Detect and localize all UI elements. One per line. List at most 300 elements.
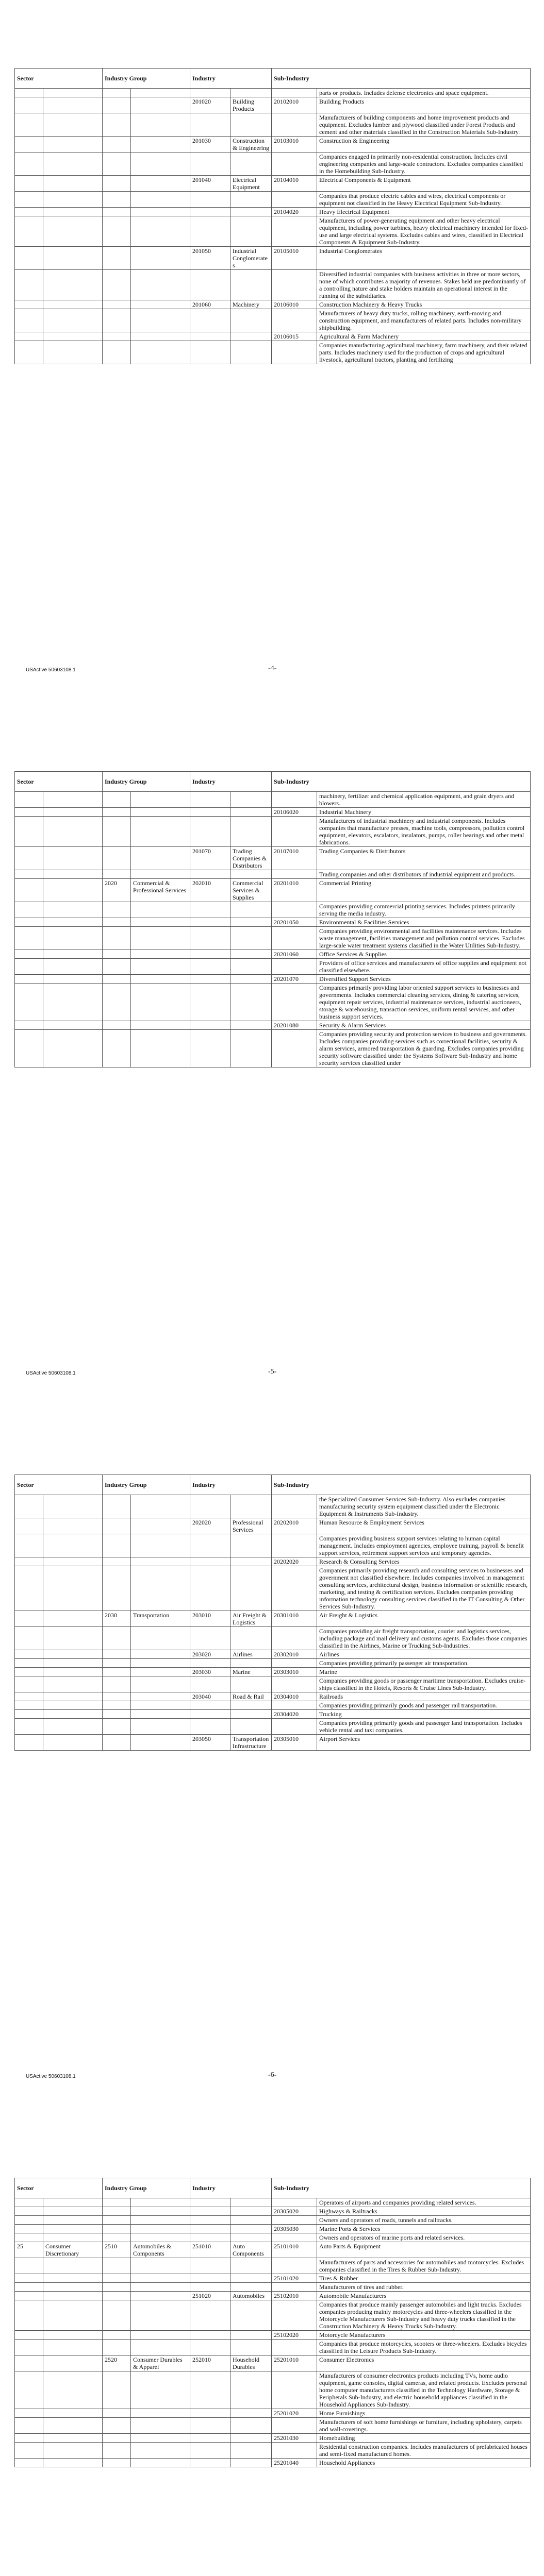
table-cell	[190, 902, 230, 918]
table-cell	[230, 2283, 272, 2292]
table-cell	[103, 2409, 131, 2418]
table-cell: Companies providing air freight transportation, courier and logistics services, including package and mail delivery and customs agents. Excludes those companies classified in the Airlines, Marine or Trucking Sub-Industries.	[317, 1627, 531, 1650]
table-cell: Trading Companies & Distributors	[317, 847, 531, 870]
table-cell	[43, 1566, 103, 1611]
table-row	[15, 2274, 531, 2283]
table-row	[15, 1659, 531, 1668]
table-cell	[131, 902, 190, 918]
table-cell	[103, 1735, 131, 1751]
table-cell	[131, 2258, 190, 2274]
table-cell	[15, 2274, 43, 2283]
table-cell	[43, 137, 103, 152]
table-cell	[131, 1495, 190, 1518]
table-row	[15, 792, 531, 808]
table-row	[15, 2207, 531, 2216]
table-cell	[190, 1676, 230, 1692]
table-cell: 201040	[190, 176, 230, 192]
table-cell: 251020	[190, 2292, 230, 2300]
table-cell	[103, 1701, 131, 1710]
table-cell	[131, 1021, 190, 1030]
table-cell	[131, 2274, 190, 2283]
table-cell	[15, 208, 43, 216]
table-row	[15, 2198, 531, 2207]
table-cell	[190, 152, 230, 176]
table-row	[15, 2283, 531, 2292]
table-cell	[230, 2198, 272, 2207]
table-cell	[230, 2371, 272, 2409]
table-cell	[15, 2331, 43, 2340]
table-cell	[103, 341, 131, 364]
table-row	[15, 137, 531, 152]
table-cell	[190, 817, 230, 847]
table-cell	[15, 2355, 43, 2371]
table-cell	[190, 792, 230, 808]
table-cell	[15, 247, 43, 270]
table-cell	[43, 2233, 103, 2242]
table-row	[15, 2216, 531, 2225]
table-cell	[190, 216, 230, 247]
table-cell	[103, 1710, 131, 1719]
table-cell: Environmental & Facilities Services	[317, 918, 531, 927]
table-cell	[103, 984, 131, 1021]
table-cell	[190, 192, 230, 208]
table-cell	[43, 1676, 103, 1692]
table-cell	[15, 1676, 43, 1692]
table-row	[15, 950, 531, 959]
table-cell: Owners and operators of marine ports and related services.	[317, 2233, 531, 2242]
table-row	[15, 808, 531, 817]
table-cell	[15, 2459, 43, 2467]
table-row	[15, 2242, 531, 2258]
table-cell: 25101020	[272, 2274, 317, 2283]
table-cell	[103, 975, 131, 984]
table-cell	[103, 176, 131, 192]
table-cell	[190, 332, 230, 341]
table-cell: Construction & Engineering	[317, 137, 531, 152]
table-cell	[272, 341, 317, 364]
table-cell	[43, 2340, 103, 2355]
table-cell: Trucking	[317, 1710, 531, 1719]
table-cell	[15, 113, 43, 137]
table-cell	[15, 1611, 43, 1627]
table-cell	[43, 1701, 103, 1710]
table-cell	[131, 2418, 190, 2434]
table-cell	[43, 847, 103, 870]
table-cell: 20106020	[272, 808, 317, 817]
table-cell	[43, 1495, 103, 1518]
table-cell	[272, 984, 317, 1021]
table-cell	[230, 984, 272, 1021]
table-row	[15, 1650, 531, 1659]
table-cell	[230, 2434, 272, 2443]
table-cell: Manufacturers of tires and rubber.	[317, 2283, 531, 2292]
table-cell	[131, 1719, 190, 1735]
column-header: Sub-Industry	[272, 1475, 531, 1495]
table-cell	[131, 1566, 190, 1611]
column-header: Sector	[15, 69, 103, 89]
table-row	[15, 2233, 531, 2242]
table-cell	[103, 2283, 131, 2292]
table-cell	[131, 1710, 190, 1719]
table-cell	[272, 2283, 317, 2292]
table-row	[15, 2459, 531, 2467]
table-cell	[230, 975, 272, 984]
table-cell	[272, 1566, 317, 1611]
table-cell	[190, 1534, 230, 1557]
table-cell	[272, 113, 317, 137]
table-cell	[131, 1534, 190, 1557]
table-cell	[15, 2258, 43, 2274]
column-header: Industry Group	[103, 69, 190, 89]
table-cell	[43, 2459, 103, 2467]
table-cell	[15, 879, 43, 902]
table-cell	[43, 89, 103, 97]
table-cell	[190, 2443, 230, 2459]
table-cell: Airlines	[230, 1650, 272, 1659]
table-cell: Home Furnishings	[317, 2409, 531, 2418]
table-cell: 251010	[190, 2242, 230, 2258]
table-cell	[103, 1030, 131, 1067]
table-cell	[190, 950, 230, 959]
table-cell: Electrical Components & Equipment	[317, 176, 531, 192]
table-cell	[43, 902, 103, 918]
column-header: Sector	[15, 1475, 103, 1495]
table-cell	[230, 918, 272, 927]
table-cell	[131, 309, 190, 332]
table-cell	[15, 984, 43, 1021]
table-cell: Marine	[230, 1668, 272, 1676]
table-cell	[103, 152, 131, 176]
column-header: Industry	[190, 2178, 272, 2198]
table-cell	[15, 2207, 43, 2216]
table-cell	[15, 1495, 43, 1518]
table-cell	[230, 1566, 272, 1611]
table-row	[15, 1668, 531, 1676]
table-cell	[131, 1735, 190, 1751]
table-cell	[272, 2443, 317, 2459]
table-row	[15, 2300, 531, 2331]
table-cell	[103, 208, 131, 216]
table-cell	[190, 1659, 230, 1668]
table-row	[15, 1566, 531, 1611]
table-cell	[230, 2418, 272, 2434]
table-row	[15, 918, 531, 927]
table-row	[15, 902, 531, 918]
table-cell	[272, 870, 317, 879]
table-cell	[272, 1030, 317, 1067]
table-cell	[43, 1735, 103, 1751]
table-cell: 20201060	[272, 950, 317, 959]
table-cell: Manufacturers of consumer electronics products including TVs, home audio equipment, game consoles, digital cameras, and related products. Excludes personal home computer manufacturers classified in the Technology Hardware, Storage & Peripherals Sub-Industry, and electric household appliances classified in the Household Appliances Sub-Industry.	[317, 2371, 531, 2409]
document-page	[0, 703, 544, 1406]
column-header: Industry	[190, 69, 272, 89]
table-cell	[15, 2233, 43, 2242]
table-row	[15, 927, 531, 950]
table-cell	[43, 2355, 103, 2371]
table-cell	[103, 216, 131, 247]
table-cell: 201020	[190, 97, 230, 113]
table-cell	[190, 1566, 230, 1611]
table-row	[15, 270, 531, 300]
table-cell	[190, 1557, 230, 1566]
table-cell: Companies primarily providing labor oriented support services to businesses and governments. Includes commercial cleaning services, dining & catering services, equipment repair services, industrial maintenance services, industrial auctioneers, storage & warehousing, transaction services, uniform rental services, and other business support services.	[317, 984, 531, 1021]
table-cell	[230, 2459, 272, 2467]
table-cell: Consumer Electronics	[317, 2355, 531, 2371]
table-cell	[230, 950, 272, 959]
table-row	[15, 2355, 531, 2371]
table-cell	[43, 950, 103, 959]
table-cell	[15, 918, 43, 927]
footer-label: USActive 50603108.1	[26, 667, 76, 673]
table-cell	[43, 2409, 103, 2418]
table-cell	[131, 808, 190, 817]
table-cell	[43, 1627, 103, 1650]
table-cell	[15, 1030, 43, 1067]
table-cell	[15, 1701, 43, 1710]
table-cell	[43, 341, 103, 364]
table-cell	[230, 216, 272, 247]
table-cell: 25201020	[272, 2409, 317, 2418]
table-cell: 20302010	[272, 1650, 317, 1659]
table-cell: Providers of office services and manufacturers of office supplies and equipment not classified elsewhere.	[317, 959, 531, 975]
table-cell	[43, 1611, 103, 1627]
table-cell: 201030	[190, 137, 230, 152]
table-cell	[103, 1659, 131, 1668]
table-cell: 202020	[190, 1518, 230, 1534]
table-cell	[131, 2292, 190, 2300]
table-cell	[190, 208, 230, 216]
table-cell	[15, 216, 43, 247]
table-cell	[15, 2198, 43, 2207]
table-cell	[131, 1650, 190, 1659]
table-cell	[230, 2331, 272, 2340]
table-cell	[43, 2283, 103, 2292]
table-cell: Companies primarily providing research and consulting services to businesses and government not classified elsewhere. Includes companies involved in management consulting services, architectural design, business information or scientific research, marketing, and testing & certification services. Excludes companies providing information technology consulting services classified in the IT Consulting & Other Services Sub-Industry.	[317, 1566, 531, 1611]
table-cell	[131, 2198, 190, 2207]
table-row	[15, 309, 531, 332]
table-cell: Building Products	[230, 97, 272, 113]
table-cell	[230, 1534, 272, 1557]
table-cell	[43, 2331, 103, 2340]
table-cell	[15, 1534, 43, 1557]
table-row	[15, 97, 531, 113]
table-cell	[15, 2434, 43, 2443]
table-cell	[43, 2300, 103, 2331]
table-cell	[15, 927, 43, 950]
table-row	[15, 152, 531, 176]
table-cell	[272, 817, 317, 847]
table-cell	[15, 1021, 43, 1030]
table-cell: Industrial Conglomerates	[317, 247, 531, 270]
table-cell: 20202010	[272, 1518, 317, 1534]
table-cell: Automobiles	[230, 2292, 272, 2300]
table-cell	[43, 113, 103, 137]
table-cell	[15, 817, 43, 847]
table-cell	[15, 1566, 43, 1611]
header-row	[15, 1475, 531, 1495]
table-cell	[43, 2225, 103, 2233]
table-cell	[230, 1030, 272, 1067]
table-cell	[190, 2198, 230, 2207]
table-cell	[103, 1692, 131, 1701]
table-cell	[131, 2409, 190, 2418]
table-cell	[230, 152, 272, 176]
table-cell	[103, 1534, 131, 1557]
table-cell	[15, 309, 43, 332]
table-cell	[43, 208, 103, 216]
column-header: Sector	[15, 2178, 103, 2198]
table-cell	[15, 2418, 43, 2434]
table-cell	[131, 2233, 190, 2242]
table-cell	[43, 2371, 103, 2409]
table-cell	[43, 1021, 103, 1030]
table-cell	[103, 2331, 131, 2340]
table-cell	[103, 1650, 131, 1659]
table-cell: 20202020	[272, 1557, 317, 1566]
table-cell	[43, 975, 103, 984]
table-cell: Manufacturers of soft home furnishings or furniture, including upholstery, carpets and wall-coverings.	[317, 2418, 531, 2434]
table-cell: 252010	[190, 2355, 230, 2371]
table-cell	[43, 1668, 103, 1676]
table-cell	[131, 176, 190, 192]
table-cell	[15, 97, 43, 113]
table-cell	[103, 2225, 131, 2233]
table-cell	[272, 1701, 317, 1710]
table-cell	[43, 817, 103, 847]
table-cell: 20104010	[272, 176, 317, 192]
table-cell	[272, 2216, 317, 2225]
table-cell	[230, 1701, 272, 1710]
table-cell: Household Durables	[230, 2355, 272, 2371]
table-cell	[15, 2443, 43, 2459]
table-cell	[15, 2225, 43, 2233]
table-cell: Air Freight & Logistics	[317, 1611, 531, 1627]
table-cell	[230, 2340, 272, 2355]
table-cell	[190, 2225, 230, 2233]
table-cell	[43, 1692, 103, 1701]
table-cell	[43, 332, 103, 341]
header-row	[15, 69, 531, 89]
table-cell	[230, 2443, 272, 2459]
table-cell: Human Resource & Employment Services	[317, 1518, 531, 1534]
footer-label: USActive 50603108.1	[26, 2074, 76, 2079]
table-cell: 20305030	[272, 2225, 317, 2233]
table-cell	[15, 2300, 43, 2331]
table-cell	[190, 927, 230, 950]
table-cell: 20201010	[272, 879, 317, 902]
table-cell	[43, 808, 103, 817]
table-cell	[131, 2283, 190, 2292]
table-cell: 25201030	[272, 2434, 317, 2443]
table-cell	[15, 1518, 43, 1534]
table-cell	[230, 2233, 272, 2242]
table-cell: 2510	[103, 2242, 131, 2258]
table-cell: Companies providing business support services relating to human capital management. Includes employment agencies, employee training, payroll & benefit support services, retirement support services and temporary agencies.	[317, 1534, 531, 1557]
table-cell	[103, 918, 131, 927]
table-cell	[131, 1692, 190, 1701]
table-row	[15, 817, 531, 847]
table-cell: 25102020	[272, 2331, 317, 2340]
table-cell	[230, 2300, 272, 2331]
table-row	[15, 1719, 531, 1735]
column-header: Sector	[15, 772, 103, 792]
table-cell	[103, 192, 131, 208]
table-row	[15, 1735, 531, 1751]
table-cell	[103, 309, 131, 332]
table-cell: 201050	[190, 247, 230, 270]
table-cell	[15, 959, 43, 975]
table-cell	[190, 1021, 230, 1030]
table-cell	[131, 113, 190, 137]
table-cell	[15, 1735, 43, 1751]
table-cell: 203020	[190, 1650, 230, 1659]
table-cell	[15, 792, 43, 808]
table-cell	[272, 89, 317, 97]
table-cell	[190, 2274, 230, 2283]
table-cell	[103, 927, 131, 950]
table-cell: Manufacturers of industrial machinery and industrial components. Includes companies that manufacture presses, machine tools, compressors, pollution control equipment, elevators, escalators, insulators, pumps, roller bearings and other metal fabrications.	[317, 817, 531, 847]
table-cell	[131, 300, 190, 309]
table-cell	[43, 192, 103, 208]
column-header: Industry	[190, 772, 272, 792]
table-cell	[103, 1518, 131, 1534]
table-cell	[103, 959, 131, 975]
table-cell	[230, 309, 272, 332]
table-cell	[103, 247, 131, 270]
table-cell	[15, 89, 43, 97]
table-cell	[43, 216, 103, 247]
table-cell	[190, 2216, 230, 2225]
table-cell	[103, 2340, 131, 2355]
table-cell	[103, 1557, 131, 1566]
table-cell	[103, 2434, 131, 2443]
table-cell: Auto Parts & Equipment	[317, 2242, 531, 2258]
table-cell	[43, 247, 103, 270]
table-cell: 203010	[190, 1611, 230, 1627]
table-cell	[272, 1534, 317, 1557]
table-cell: Machinery	[230, 300, 272, 309]
table-cell	[103, 113, 131, 137]
table-row	[15, 1627, 531, 1650]
table-cell	[131, 1030, 190, 1067]
table-cell	[103, 270, 131, 300]
table-cell	[15, 332, 43, 341]
table-cell: 25101010	[272, 2242, 317, 2258]
table-cell	[43, 792, 103, 808]
table-cell	[230, 1557, 272, 1566]
table-cell: parts or products. Includes defense electronics and space equipment.	[317, 89, 531, 97]
table-cell: 25102010	[272, 2292, 317, 2300]
table-cell	[103, 2233, 131, 2242]
table-cell	[15, 975, 43, 984]
table-cell	[43, 2443, 103, 2459]
table-cell: Automobile Manufacturers	[317, 2292, 531, 2300]
table-cell: 203050	[190, 1735, 230, 1751]
table-row	[15, 300, 531, 309]
table-cell	[230, 817, 272, 847]
table-cell	[190, 975, 230, 984]
table-cell	[272, 309, 317, 332]
table-cell: 20201050	[272, 918, 317, 927]
table-row	[15, 1676, 531, 1692]
table-cell	[272, 270, 317, 300]
table-cell: 25201040	[272, 2459, 317, 2467]
table-cell	[43, 918, 103, 927]
table-cell: 25201010	[272, 2355, 317, 2371]
table-cell	[131, 270, 190, 300]
table-cell	[230, 1021, 272, 1030]
table-cell: Airport Services	[317, 1735, 531, 1751]
